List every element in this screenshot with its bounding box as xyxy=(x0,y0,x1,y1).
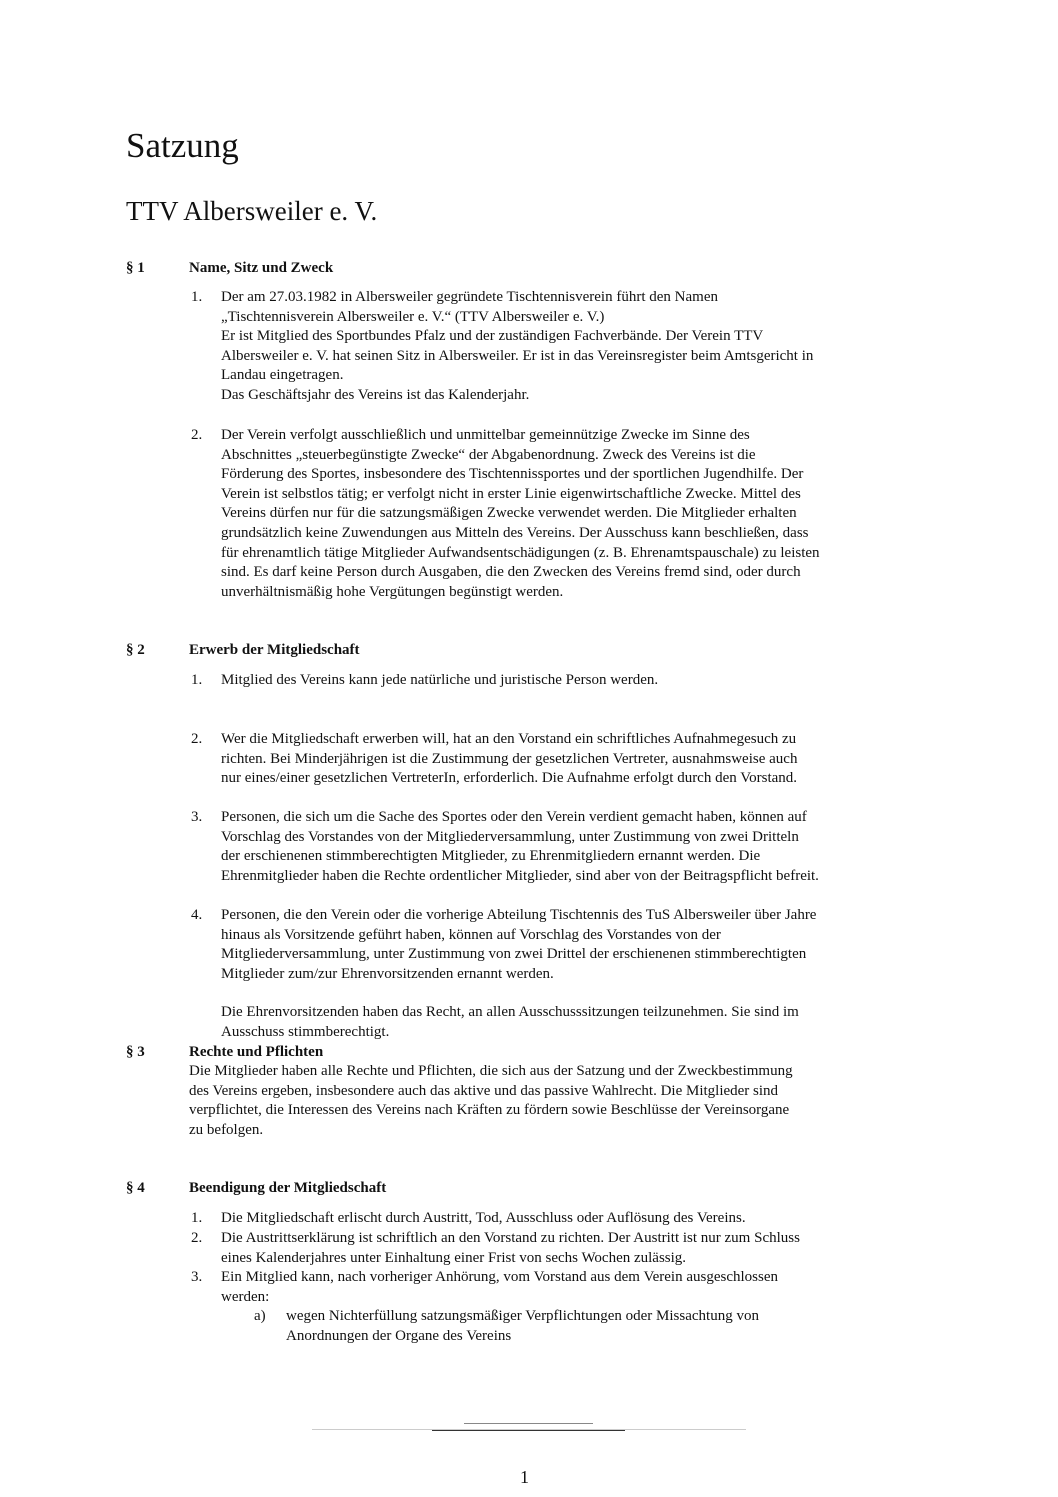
text-line: Vereins dürfen nur für die satzungsmäßigen Zwecke verwendet werden. Die Mitglieder erhalten xyxy=(221,505,797,522)
text-line: richten. Bei Minderjährigen ist die Zustimmung der gesetzlichen Vertreter, ausnahmsweise auch xyxy=(221,750,798,767)
s4-item-2-number: 2. xyxy=(191,1230,203,1246)
text-line: Mitgliederversammlung, unter Zustimmung von zwei Drittel der erschienenen stimmberechtigten xyxy=(221,946,807,963)
text-line: grundsätzlich keine Zuwendungen aus Mitteln des Vereins. Der Ausschuss kann beschließen, dass xyxy=(221,524,809,541)
text-line: Der am 27.03.1982 in Albersweiler gegründete Tischtennisverein führt den Namen xyxy=(221,289,718,305)
section-2-number: § 2 xyxy=(126,642,145,658)
text-line: Personen, die sich um die Sache des Sportes oder den Verein verdient gemacht haben, können auf xyxy=(221,809,807,825)
s2-item-2-text xyxy=(221,730,941,789)
document-subtitle: TTV Albersweiler e. V. xyxy=(126,196,378,226)
text-line: Abschnittes „steuerbegünstigte Zwecke“ der Abgabenordnung. Zweck des Vereins ist die xyxy=(221,446,756,463)
s1-item-1-text xyxy=(221,288,941,406)
s4-item-3-text xyxy=(221,1268,941,1307)
s4-item-2-text xyxy=(221,1229,941,1268)
section-3-heading: Rechte und Pflichten xyxy=(189,1044,324,1060)
text-line: Die Ehrenvorsitzenden haben das Recht, an allen Ausschusssitzungen teilzunehmen. Sie sind im xyxy=(221,1004,799,1020)
text-line: Landau eingetragen. xyxy=(221,367,344,384)
text-line: Personen, die den Verein oder die vorherige Abteilung Tischtennis des TuS Albersweiler über Jahre xyxy=(221,907,817,923)
s4-item-1-text xyxy=(221,1209,941,1229)
section-4-number: § 4 xyxy=(126,1180,145,1196)
text-line: hinaus als Vorsitzende geführt haben, können auf Vorschlag des Vorstandes von der xyxy=(221,926,721,943)
text-line: Die Mitglieder haben alle Rechte und Pflichten, die sich aus der Satzung und der Zweckbestimmung xyxy=(189,1063,793,1079)
text-line: eines Kalenderjahres unter Einhaltung einer Frist von sechs Wochen zulässig. xyxy=(221,1249,687,1266)
s2-item-3-text xyxy=(221,808,941,886)
text-line: Er ist Mitglied des Sportbundes Pfalz und der zuständigen Fachverbände. Der Verein TTV xyxy=(221,328,764,345)
text-line: unverhältnismäßig hohe Vergütungen begünstigt werden. xyxy=(221,583,564,600)
s1-item-1-number: 1. xyxy=(191,289,203,305)
text-line: Albersweiler e. V. hat seinen Sitz in Albersweiler. Er ist in das Vereinsregister beim Amtsgericht in xyxy=(221,347,814,364)
text-line: Die Austrittserklärung ist schriftlich an den Vorstand zu richten. Der Austritt ist nur zum Schluss xyxy=(221,1230,800,1246)
text-line: der erschienenen stimmberechtigten Mitglieder, zu Ehrenmitgliedern ernannt werden. Die xyxy=(221,848,761,865)
section-1-heading: Name, Sitz und Zweck xyxy=(189,260,334,276)
text-line: des Vereins ergeben, insbesondere auch das aktive und das passive Wahlrecht. Die Mitglieder sind xyxy=(189,1082,779,1099)
text-line: Ein Mitglied kann, nach vorheriger Anhörung, vom Vorstand aus dem Verein ausgeschlossen xyxy=(221,1269,778,1285)
document-title: Satzung xyxy=(126,126,239,165)
text-line: Verein ist selbstlos tätig; er verfolgt nicht in erster Linie eigenwirtschaftliche Zwecke. Mittel des xyxy=(221,485,801,502)
text-line: Das Geschäftsjahr des Vereins ist das Kalenderjahr. xyxy=(221,386,530,403)
section-4-heading: Beendigung der Mitgliedschaft xyxy=(189,1180,387,1196)
text-line: Anordnungen der Organe des Vereins xyxy=(286,1327,512,1344)
s1-item-2-number: 2. xyxy=(191,427,203,443)
s2-item-4-text xyxy=(221,906,941,984)
s2-item-1-number: 1. xyxy=(191,672,203,688)
s2-item-4-note xyxy=(221,1003,941,1042)
text-line: Ausschuss stimmberechtigt. xyxy=(221,1023,390,1040)
s4-item-1-number: 1. xyxy=(191,1210,203,1226)
s1-item-2-text xyxy=(221,426,941,602)
text-line: Mitglied des Vereins kann jede natürliche und juristische Person werden. xyxy=(221,672,659,688)
text-line: sind. Es darf keine Person durch Ausgaben, die den Zwecken des Vereins fremd sind, oder durch xyxy=(221,564,801,581)
text-line: nur eines/einer gesetzlichen VertreterIn, erforderlich. Die Aufnahme erfolgt durch den Vorstand. xyxy=(221,770,798,787)
s4-subitem-a-text xyxy=(286,1307,926,1346)
text-line: zu befolgen. xyxy=(189,1121,264,1138)
text-line: Mitglieder zum/zur Ehrenvorsitzenden ernannt werden. xyxy=(221,965,554,982)
text-line: Die Mitgliedschaft erlischt durch Austritt, Tod, Ausschluss oder Auflösung des Vereins. xyxy=(221,1210,746,1226)
text-line: Der Verein verfolgt ausschließlich und unmittelbar gemeinnützige Zwecke im Sinne des xyxy=(221,427,750,443)
s2-item-4-number: 4. xyxy=(191,907,203,923)
s2-item-1-text xyxy=(221,671,941,691)
text-line: wegen Nichterfüllung satzungsmäßiger Verpflichtungen oder Missachtung von xyxy=(286,1308,759,1324)
s4-item-3-number: 3. xyxy=(191,1269,203,1285)
footer-short-rule xyxy=(464,1423,593,1424)
footer-dark-rule xyxy=(432,1430,625,1431)
text-line: „Tischtennisverein Albersweiler e. V.“ (TTV Albersweiler e. V.) xyxy=(221,308,605,325)
text-line: werden: xyxy=(221,1288,270,1305)
s4-subitem-a-letter: a) xyxy=(254,1308,266,1324)
page-number: 1 xyxy=(520,1467,529,1487)
text-line: für ehrenamtlich tätige Mitglieder Aufwandsentschädigungen (z. B. Ehrenamtspauschale) zu leisten xyxy=(221,544,820,561)
text-line: Vorschlag des Vorstandes von der Mitgliederversammlung, unter Zustimmung von zwei Dritteln xyxy=(221,828,799,845)
text-line: Förderung des Sportes, insbesondere des Tischtennissportes und der sportlichen Jugendhilfe. Der xyxy=(221,466,804,483)
text-line: Ehrenmitglieder haben die Rechte ordentlicher Mitglieder, sind aber von der Beitragspflicht befreit. xyxy=(221,867,819,884)
text-line: verpflichtet, die Interessen des Vereins nach Kräften zu fördern sowie Beschlüsse der Vereinsorgane xyxy=(189,1102,790,1119)
s2-item-3-number: 3. xyxy=(191,809,203,825)
s2-item-2-number: 2. xyxy=(191,731,203,747)
section-2-heading: Erwerb der Mitgliedschaft xyxy=(189,642,360,658)
text-line: Wer die Mitgliedschaft erwerben will, hat an den Vorstand ein schriftliches Aufnahmegesuch zu xyxy=(221,731,797,747)
s3-paragraph xyxy=(189,1062,909,1140)
section-1-number: § 1 xyxy=(126,260,145,276)
section-3-number: § 3 xyxy=(126,1044,145,1060)
